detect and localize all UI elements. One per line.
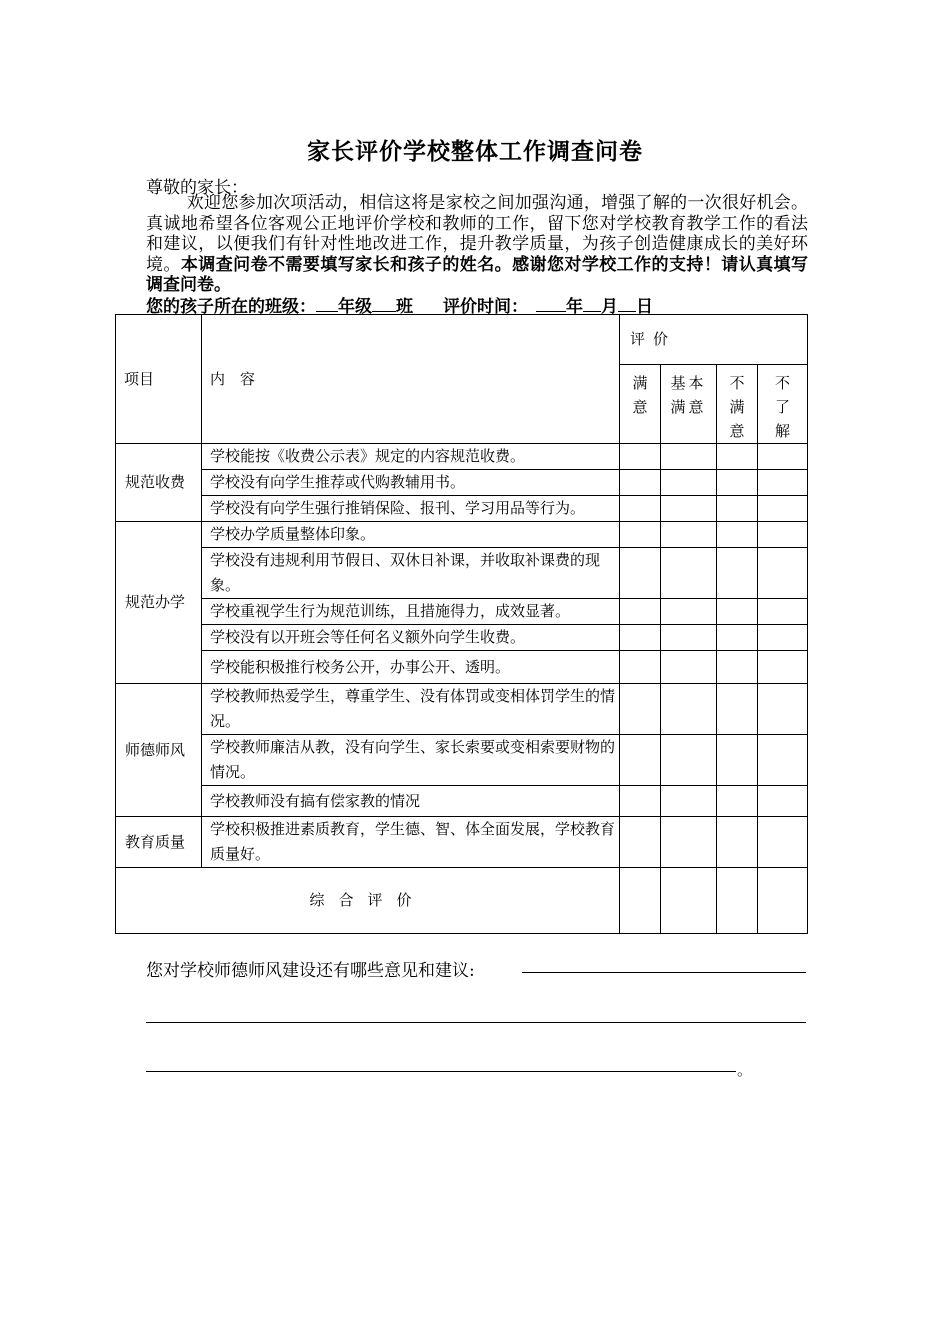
day-label: 日 — [636, 297, 653, 317]
intro-text: 欢迎您参加次项活动，相信这将是家校之间加强沟通，增强了解的一次很好机会。真诚地希望各位客观公正地评价学校和教师的工作，留下您对学校教育教学工作的看法和建议，以便我们有针对性地改进工作，提升教学质量，为孩子创造健康成长的美好环境。 — [146, 193, 808, 275]
content-cell: 学校教师没有搞有偿家教的情况 — [202, 786, 620, 817]
rating-cell[interactable] — [661, 684, 717, 735]
rating-label: 不满意 — [729, 374, 745, 440]
rating-cell[interactable] — [620, 548, 661, 599]
table-row — [116, 522, 808, 548]
intro-bold-text: 本调查问卷不需要填写家长和孩子的姓名。感谢您对学校工作的支持！请认真填写调查问卷。 — [146, 254, 809, 295]
category-cell: 规范收费 — [116, 444, 202, 522]
end-mark: 。 — [737, 1061, 753, 1079]
suggestion-line-2[interactable] — [146, 1022, 806, 1023]
summary-label: 综合评价 — [116, 868, 620, 934]
rating-cell[interactable] — [620, 817, 661, 868]
rating-cell[interactable] — [661, 470, 717, 496]
rating-cell[interactable] — [717, 496, 758, 522]
rating-cell[interactable] — [758, 735, 808, 786]
content-cell: 学校能按《收费公示表》规定的内容规范收费。 — [202, 444, 620, 470]
category-cell: 教育质量 — [116, 817, 202, 868]
rating-cell[interactable] — [620, 735, 661, 786]
content-cell: 学校教师廉洁从教，没有向学生、家长索要或变相索要财物的情况。 — [202, 735, 620, 786]
rating-cell[interactable] — [758, 522, 808, 548]
year-blank[interactable] — [536, 295, 566, 312]
rating-cell[interactable] — [758, 817, 808, 868]
content-cell: 学校没有向学生强行推销保险、报刊、学习用品等行为。 — [202, 496, 620, 522]
table-row — [116, 444, 808, 470]
rating-cell[interactable] — [717, 868, 758, 934]
day-blank[interactable] — [618, 295, 636, 312]
rating-label: 不了解 — [775, 374, 791, 440]
rating-cell[interactable] — [620, 444, 661, 470]
table-row — [116, 651, 808, 684]
rating-cell[interactable] — [758, 684, 808, 735]
table-row — [116, 599, 808, 625]
summary-row — [116, 868, 808, 934]
rating-cell[interactable] — [620, 868, 661, 934]
month-blank[interactable] — [583, 295, 601, 312]
page-title: 家长评价学校整体工作调查问卷 — [307, 138, 643, 165]
rating-cell[interactable] — [758, 599, 808, 625]
rating-cell[interactable] — [717, 548, 758, 599]
rating-cell[interactable] — [717, 522, 758, 548]
rating-cell[interactable] — [758, 548, 808, 599]
table-row — [116, 684, 808, 735]
rating-cell[interactable] — [717, 684, 758, 735]
rating-label: 满意 — [632, 374, 648, 416]
rating-cell[interactable] — [758, 625, 808, 651]
grade-blank[interactable] — [316, 295, 338, 312]
category-cell: 规范办学 — [116, 522, 202, 684]
content-cell: 学校没有违规利用节假日、双休日补课，并收取补课费的现象。 — [202, 548, 620, 599]
rating-cell[interactable] — [661, 522, 717, 548]
intro-paragraph — [146, 193, 808, 296]
table-row — [116, 470, 808, 496]
rating-cell[interactable] — [758, 496, 808, 522]
suggestion-line-3[interactable] — [146, 1071, 736, 1072]
rating-cell[interactable] — [717, 625, 758, 651]
header-content: 内 容 — [202, 315, 620, 444]
content-cell: 学校能积极推行校务公开，办事公开、透明。 — [202, 651, 620, 684]
table-header-row — [116, 315, 808, 365]
suggestion-prompt: 您对学校师德师风建设还有哪些意见和建议: — [146, 961, 475, 981]
rating-cell[interactable] — [758, 786, 808, 817]
header-evaluation: 评价 — [620, 315, 808, 365]
rating-cell[interactable] — [620, 651, 661, 684]
rating-cell[interactable] — [661, 599, 717, 625]
rating-cell[interactable] — [758, 651, 808, 684]
rating-cell[interactable] — [717, 817, 758, 868]
rating-cell[interactable] — [661, 786, 717, 817]
rating-cell[interactable] — [661, 496, 717, 522]
year-label: 年 — [566, 297, 583, 317]
table-row — [116, 786, 808, 817]
rating-cell[interactable] — [620, 522, 661, 548]
content-cell: 学校没有向学生推荐或代购教辅用书。 — [202, 470, 620, 496]
class-blank[interactable] — [372, 295, 396, 312]
table-row — [116, 817, 808, 868]
category-cell: 师德师风 — [116, 684, 202, 817]
rating-cell[interactable] — [717, 651, 758, 684]
content-cell: 学校教师热爱学生，尊重学生、没有体罚或变相体罚学生的情况。 — [202, 684, 620, 735]
rating-cell[interactable] — [758, 444, 808, 470]
grade-label: 年级 — [338, 297, 372, 317]
rating-basically-satisfied — [661, 365, 717, 444]
rating-cell[interactable] — [620, 599, 661, 625]
content-cell: 学校办学质量整体印象。 — [202, 522, 620, 548]
rating-cell[interactable] — [620, 470, 661, 496]
rating-satisfied — [620, 365, 661, 444]
rating-cell[interactable] — [620, 625, 661, 651]
content-cell: 学校积极推进素质教育，学生德、智、体全面发展，学校教育质量好。 — [202, 817, 620, 868]
rating-label: 基本满意 — [670, 374, 707, 416]
rating-cell[interactable] — [717, 599, 758, 625]
rating-cell[interactable] — [661, 625, 717, 651]
rating-cell[interactable] — [661, 651, 717, 684]
rating-cell[interactable] — [717, 735, 758, 786]
rating-cell[interactable] — [620, 786, 661, 817]
table-row — [116, 735, 808, 786]
rating-cell[interactable] — [758, 470, 808, 496]
table-row — [116, 625, 808, 651]
rating-cell[interactable] — [758, 868, 808, 934]
rating-cell[interactable] — [717, 444, 758, 470]
salutation: 尊敬的家长： — [146, 178, 248, 198]
rating-cell[interactable] — [717, 786, 758, 817]
time-label: 评价时间： — [443, 297, 528, 317]
month-label: 月 — [601, 297, 618, 317]
rating-cell[interactable] — [661, 868, 717, 934]
rating-cell[interactable] — [661, 817, 717, 868]
rating-cell[interactable] — [661, 735, 717, 786]
content-cell: 学校没有以开班会等任何名义额外向学生收费。 — [202, 625, 620, 651]
rating-unknown — [758, 365, 808, 444]
rating-cell[interactable] — [620, 684, 661, 735]
survey-table — [115, 314, 808, 934]
class-unit-label: 班 — [396, 297, 413, 317]
header-item: 项目 — [116, 315, 202, 444]
content-cell: 学校重视学生行为规范训练，且措施得力，成效显著。 — [202, 599, 620, 625]
class-label: 您的孩子所在的班级： — [146, 297, 316, 317]
rating-cell[interactable] — [661, 548, 717, 599]
suggestion-line-1[interactable] — [522, 972, 806, 973]
table-row — [116, 496, 808, 522]
rating-cell[interactable] — [620, 496, 661, 522]
rating-cell[interactable] — [661, 444, 717, 470]
table-row — [116, 548, 808, 599]
rating-dissatisfied — [717, 365, 758, 444]
rating-cell[interactable] — [717, 470, 758, 496]
